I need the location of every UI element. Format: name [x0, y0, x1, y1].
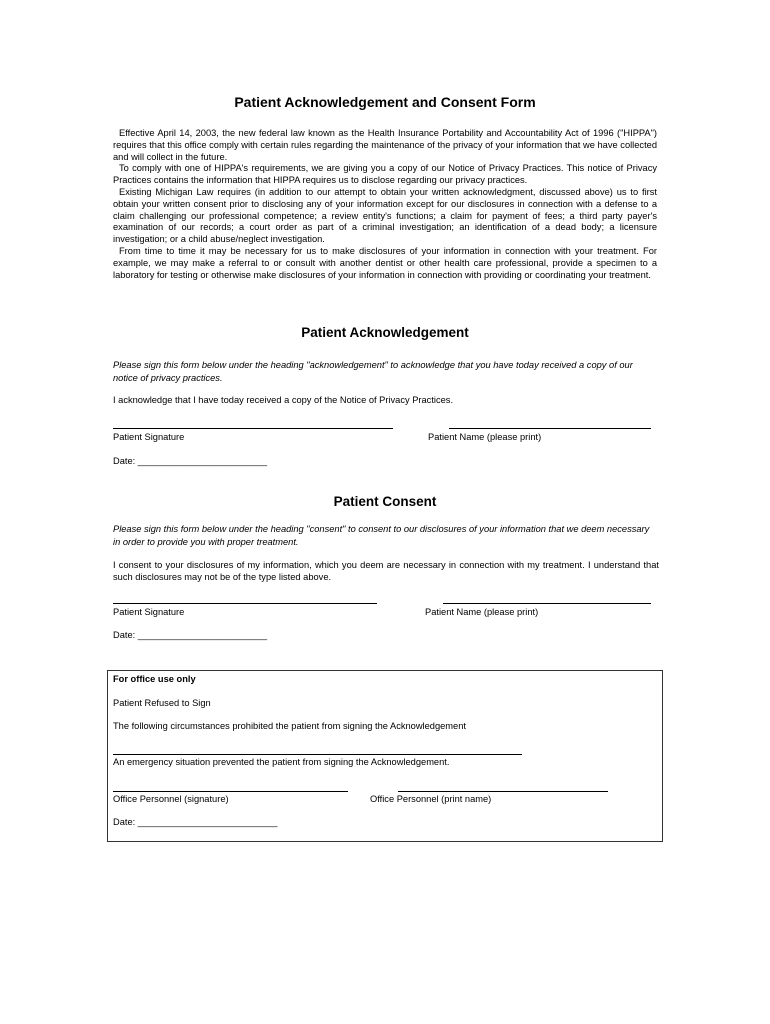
acknowledgement-signature-line[interactable] — [113, 428, 393, 429]
acknowledgement-signature-label: Patient Signature — [113, 432, 185, 442]
consent-heading: Patient Consent — [333, 494, 437, 509]
personnel-signature-line[interactable] — [113, 791, 348, 792]
emergency-label: An emergency situation prevented the patient from signing the Acknowledgement. — [113, 757, 450, 767]
acknowledgement-statement: I acknowledge that I have today received a copy of the Notice of Privacy Practices. — [113, 395, 454, 405]
consent-name-line[interactable] — [443, 603, 651, 604]
consent-statement: I consent to your disclosures of my information, which you deem are necessary in connection with my treatment. I understand that such disclosures may not be of the type listed above. — [113, 560, 659, 582]
consent-signature-label: Patient Signature — [113, 607, 185, 617]
office-date-field[interactable]: Date: ___________________________ — [113, 817, 278, 827]
consent-instruction: Please sign this form below under the heading "consent" to consent to our disclosures of your information that we deem necessary in order to provide you with proper treatment. — [113, 524, 650, 547]
patient-refused-label: Patient Refused to Sign — [113, 698, 211, 708]
acknowledgement-name-line[interactable] — [449, 428, 651, 429]
intro-paragraph-michigan-law: Existing Michigan Law requires (in addition to our attempt to obtain your written acknowledgment, discussed above) us to first obtain your written consent prior to disclosing any of your information except for our disclosures in connection with a defense to a claim challenging our professional competence; a review entity's functions; a claim for payment of fees; a third party payer's examination of our records; a court order as part of a criminal investigation; an identification of a dead body; a licensure investigation; or a child abuse/neglect investigation. — [113, 186, 657, 245]
personnel-name-line[interactable] — [398, 791, 608, 792]
circumstances-line[interactable] — [113, 754, 522, 755]
intro-paragraph-hipaa: Effective April 14, 2003, the new federal law known as the Health Insurance Portability and Accountability Act of 1996 ("HIPPA") requires that this office comply with certain rules regarding the maintenance of the privacy of your information that we have collected and will collect in the future. — [113, 128, 657, 162]
acknowledgement-instruction: Please sign this form below under the heading "acknowledgement" to acknowledge that you have today received a copy of our notice of privacy practices. — [113, 360, 633, 383]
personnel-signature-label: Office Personnel (signature) — [113, 794, 229, 804]
form-title: Patient Acknowledgement and Consent Form — [234, 94, 536, 110]
intro-paragraph-notice: To comply with one of HIPPA's requirements, we are giving you a copy of our Notice of Privacy Practices. This notice of Privacy Practices contains the information that HIPPA requires us to disclose regarding our privacy practices. — [113, 163, 657, 186]
personnel-name-label: Office Personnel (print name) — [370, 794, 492, 804]
consent-signature-line[interactable] — [113, 603, 377, 604]
consent-statement-block — [113, 560, 659, 584]
consent-name-label: Patient Name (please print) — [425, 607, 539, 617]
acknowledgement-heading: Patient Acknowledgement — [301, 325, 469, 340]
office-use-heading: For office use only — [113, 674, 196, 684]
intro-paragraph-disclosures: From time to time it may be necessary for us to make disclosures of your information in connection with your treatment. For example, we may make a referral to or consult with another dentist or other health care professional, provide a specimen to a laboratory for testing or otherwise make disclosures of your information in connection with providing or coordinating your treatment. — [113, 245, 657, 280]
consent-date-field[interactable]: Date: _________________________ — [113, 630, 268, 640]
acknowledgement-date-field[interactable]: Date: _________________________ — [113, 456, 268, 466]
intro-text — [113, 128, 657, 281]
circumstances-label: The following circumstances prohibited the patient from signing the Acknowledgement — [113, 721, 466, 731]
acknowledgement-name-label: Patient Name (please print) — [428, 432, 542, 442]
